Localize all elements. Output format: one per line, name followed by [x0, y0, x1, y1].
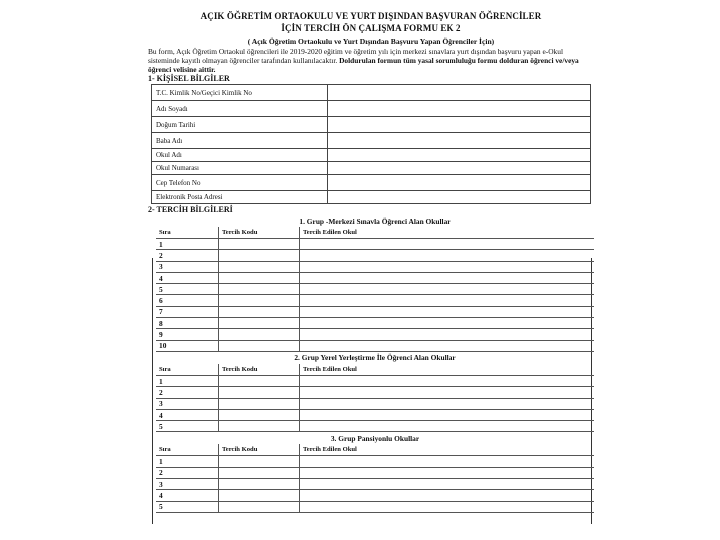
group-title-row: [156, 432, 594, 445]
table-row: [156, 398, 594, 409]
field-value-cell[interactable]: [328, 133, 591, 149]
tercih-kodu-cell[interactable]: [219, 295, 300, 306]
tercih-kodu-cell[interactable]: [219, 456, 300, 467]
section-1-title: 1- KİŞİSEL BİLGİLER: [148, 74, 230, 83]
table-row: [156, 467, 594, 478]
tercih-edilen-okul-cell[interactable]: [300, 490, 595, 501]
tercih-edilen-okul-header: Tercih Edilen Okul: [300, 364, 595, 376]
tercih-kodu-header: Tercih Kodu: [219, 227, 300, 239]
tercih-edilen-okul-cell[interactable]: [300, 375, 595, 386]
tercih-kodu-cell[interactable]: [219, 318, 300, 329]
field-value-cell[interactable]: [328, 117, 591, 133]
field-label: Doğum Tarihi: [152, 117, 328, 133]
tercih-kodu-cell[interactable]: [219, 340, 300, 351]
field-value-cell[interactable]: [328, 101, 591, 117]
tercih-edilen-okul-cell[interactable]: [300, 421, 595, 432]
row-number: 6: [156, 295, 219, 306]
row-number: 10: [156, 340, 219, 351]
table-row: [156, 306, 594, 317]
row-number: 3: [156, 398, 219, 409]
table-row: [156, 340, 594, 351]
preference-groups: [156, 215, 594, 512]
tercih-edilen-okul-cell[interactable]: [300, 467, 595, 478]
group-header-row: [156, 364, 594, 376]
table-row: [156, 295, 594, 306]
tercih-edilen-okul-cell[interactable]: [300, 272, 595, 283]
field-label: T.C. Kimlik No/Geçici Kimlik No: [152, 85, 328, 101]
tercih-edilen-okul-cell[interactable]: [300, 306, 595, 317]
row-number: 2: [156, 387, 219, 398]
row-number: 5: [156, 284, 219, 295]
tercih-kodu-header: Tercih Kodu: [219, 364, 300, 376]
row-number: 5: [156, 421, 219, 432]
field-label: Baba Adı: [152, 133, 328, 149]
tercih-edilen-okul-cell[interactable]: [300, 340, 595, 351]
table-row: [156, 490, 594, 501]
table-row: [156, 261, 594, 272]
personal-row: [152, 85, 591, 101]
row-number: 3: [156, 261, 219, 272]
tercih-kodu-cell[interactable]: [219, 306, 300, 317]
group-title: 3. Grup Pansiyonlu Okullar: [330, 433, 420, 443]
tercih-edilen-okul-cell[interactable]: [300, 409, 595, 420]
table-row: [156, 239, 594, 250]
table-row: [156, 329, 594, 340]
table-row: [156, 387, 594, 398]
row-number: 2: [156, 467, 219, 478]
sira-header: Sıra: [156, 227, 219, 239]
table-row: [156, 250, 594, 261]
row-number: 4: [156, 409, 219, 420]
document-page: [148, 10, 594, 513]
field-value-cell[interactable]: [328, 85, 591, 101]
group-header-row: [156, 227, 594, 239]
tercih-kodu-cell[interactable]: [219, 239, 300, 250]
tercih-edilen-okul-cell[interactable]: [300, 261, 595, 272]
row-number: 5: [156, 501, 219, 512]
tercih-edilen-okul-cell[interactable]: [300, 318, 595, 329]
row-number: 1: [156, 456, 219, 467]
tercih-kodu-header: Tercih Kodu: [219, 444, 300, 456]
table-row: [156, 318, 594, 329]
personal-row: [152, 117, 591, 133]
field-value-cell[interactable]: [328, 191, 591, 204]
tercih-kodu-cell[interactable]: [219, 284, 300, 295]
field-label: Cep Telefon No: [152, 175, 328, 191]
table-row: [156, 375, 594, 386]
intro-bold-text: Doldurulan formun tüm yasal sorumluluğu formu dolduran öğrenci ve/veya öğrenci velisine aittir.: [148, 56, 579, 74]
row-number: 1: [156, 239, 219, 250]
tercih-edilen-okul-cell[interactable]: [300, 295, 595, 306]
form-title-line-1: AÇIK ÖĞRETİM ORTAOKULU VE YURT DIŞINDAN BAŞVURAN ÖĞRENCİLER: [200, 11, 542, 21]
tercih-edilen-okul-cell[interactable]: [300, 501, 595, 512]
tercih-kodu-cell[interactable]: [219, 490, 300, 501]
row-number: 7: [156, 306, 219, 317]
group-title-row: [156, 351, 594, 364]
tercih-edilen-okul-cell[interactable]: [300, 456, 595, 467]
preference-table: [156, 215, 594, 513]
section-2-title: 2- TERCİH BİLGİLERİ: [148, 205, 233, 214]
tercih-edilen-okul-cell[interactable]: [300, 250, 595, 261]
table-row: [156, 284, 594, 295]
field-value-cell[interactable]: [328, 175, 591, 191]
group-title: 2. Grup Yerel Yerleştirme İle Öğrenci Alan Okullar: [294, 353, 456, 363]
field-value-cell[interactable]: [328, 149, 591, 162]
form-title-line-2: İÇİN TERCİH ÖN ÇALIŞMA FORMU EK 2: [281, 23, 461, 33]
group-title-row: [156, 215, 594, 227]
personal-row: [152, 149, 591, 162]
tercih-edilen-okul-cell[interactable]: [300, 398, 595, 409]
group-header-row: [156, 444, 594, 456]
row-number: 4: [156, 272, 219, 283]
tercih-kodu-cell[interactable]: [219, 375, 300, 386]
personal-info-table: [151, 84, 591, 204]
personal-row: [152, 133, 591, 149]
personal-row: [152, 101, 591, 117]
tercih-kodu-cell[interactable]: [219, 467, 300, 478]
field-label: Elektronik Posta Adresi: [152, 191, 328, 204]
tercih-kodu-cell[interactable]: [219, 261, 300, 272]
tercih-kodu-cell[interactable]: [219, 479, 300, 490]
row-number: 9: [156, 329, 219, 340]
tercih-kodu-cell[interactable]: [219, 421, 300, 432]
row-number: 3: [156, 479, 219, 490]
tercih-edilen-okul-cell[interactable]: [300, 284, 595, 295]
field-label: Okul Adı: [152, 149, 328, 162]
personal-row: [152, 191, 591, 204]
tercih-kodu-cell[interactable]: [219, 272, 300, 283]
form-subtitle: ( Açık Öğretim Ortaokulu ve Yurt Dışından Başvuru Yapan Öğrenciler İçin): [247, 37, 495, 46]
tercih-kodu-cell[interactable]: [219, 387, 300, 398]
field-label: Okul Numarası: [152, 162, 328, 175]
group-title: 1. Grup -Merkezi Sınavla Öğrenci Alan Okullar: [299, 216, 451, 226]
intro-text: Bu form, Açık Öğretim Ortaokul öğrencileri ile 2019-2020 eğitim ve öğretim yılı için merkezi sınavlara yurt dışından başvuru yapan e-Okul sisteminde kayıtlı olmayan öğrenciler tarafından kullanılacaktır.: [148, 47, 564, 65]
table-row: [156, 479, 594, 490]
personal-row: [152, 175, 591, 191]
tercih-edilen-okul-cell[interactable]: [300, 387, 595, 398]
row-number: 2: [156, 250, 219, 261]
sira-header: Sıra: [156, 364, 219, 376]
table-row: [156, 409, 594, 420]
tercih-kodu-cell[interactable]: [219, 409, 300, 420]
tercih-edilen-okul-cell[interactable]: [300, 239, 595, 250]
table-row: [156, 421, 594, 432]
tercih-kodu-cell[interactable]: [219, 398, 300, 409]
tercih-kodu-cell[interactable]: [219, 250, 300, 261]
row-number: 1: [156, 375, 219, 386]
personal-row: [152, 162, 591, 175]
tercih-edilen-okul-header: Tercih Edilen Okul: [300, 444, 595, 456]
sira-header: Sıra: [156, 444, 219, 456]
table-row: [156, 501, 594, 512]
tercih-edilen-okul-header: Tercih Edilen Okul: [300, 227, 595, 239]
table-row: [156, 272, 594, 283]
field-value-cell[interactable]: [328, 162, 591, 175]
tercih-kodu-cell[interactable]: [219, 501, 300, 512]
row-number: 4: [156, 490, 219, 501]
intro-paragraph: [148, 47, 594, 74]
tercih-kodu-cell[interactable]: [219, 329, 300, 340]
tercih-edilen-okul-cell[interactable]: [300, 479, 595, 490]
field-label: Adı Soyadı: [152, 101, 328, 117]
table-row: [156, 456, 594, 467]
row-number: 8: [156, 318, 219, 329]
tercih-edilen-okul-cell[interactable]: [300, 329, 595, 340]
